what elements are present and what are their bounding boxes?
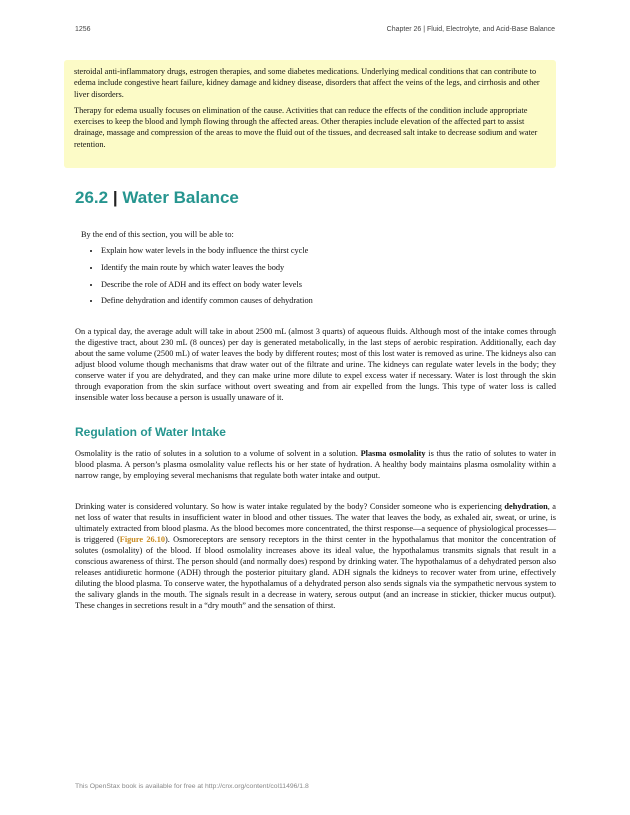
objective-item: • Identify the main route by which water leaves the body xyxy=(101,262,551,273)
section-heading xyxy=(75,187,239,209)
objectives-intro: By the end of this section, you will be able to: xyxy=(81,230,234,239)
page-footer: This OpenStax book is available for free at http://cnx.org/content/col11496/1.8 xyxy=(75,783,309,790)
running-header: Chapter 26 | Fluid, Electrolyte, and Acid-Base Balance xyxy=(386,26,555,33)
key-term: dehydration xyxy=(504,502,548,511)
figure-reference-link[interactable]: Figure 26.10 xyxy=(119,535,166,544)
paragraph-text: ). Osmoreceptors are sensory receptors in the thirst center in the hypothalamus that monitor the concentration of solutes (osmolality) of the blood. If blood osmolality increases above its ideal value, the hypothalamus transmits signals that result in a conscious awareness of thirst. The person should (and normally does) respond by drinking water. The hypothalamus of a dehydrated person also releases antidiuretic hormone (ADH) through the posterior pituitary gland. ADH signals the kidneys to recover water from urine, effectively diluting the blood plasma. To conserve water, the hypothalamus of a dehydrated person also sends signals via the sympathetic nervous system to the salivary glands in the mouth. The signals result in a decrease in watery, serous output (and an increase in stickier, thicker mucus output). These changes in secretions result in a “dry mouth” and the sensation of thirst. xyxy=(75,535,557,610)
objective-item: • Describe the role of ADH and its effect on body water levels xyxy=(101,279,551,290)
paragraph-text: , a net loss of water that results in insufficient water in blood and other tissues. The water that leaves the body, as exhaled air, sweat, or urine, is ultimately extracted from blood plasma. As the blood becomes more concentrated, the thirst response—a sequence of physiological processes—is triggered ( xyxy=(75,502,556,544)
callout-paragraph: steroidal anti-inflammatory drugs, estrogen therapies, and some diabetes medications. Underlying medical conditions that can contribute to edema include congestive heart failure, kidney damage and kidney disease, disorders that affect the veins of the legs, and cirrhosis and other liver disorders. xyxy=(74,67,540,99)
section-title: Water Balance xyxy=(122,188,239,207)
section-number: 26.2 xyxy=(75,188,109,207)
callout-paragraph: Therapy for edema usually focuses on elimination of the cause. Activities that can reduce the effects of the condition include appropriate exercises to keep the blood and lymph flowing through the affected areas. Other therapies include elevation of the affected part to assist drainage, massage and compression of the areas to move the fluid out of the tissues, and decreased salt intake to decrease sodium and water retention. xyxy=(74,105,538,149)
learning-objectives xyxy=(81,229,551,312)
page-number: 1256 xyxy=(75,26,91,33)
body-paragraph xyxy=(75,501,556,611)
objective-item: • Explain how water levels in the body influence the thirst cycle xyxy=(101,245,551,256)
edema-callout-box xyxy=(64,60,556,168)
objectives-list xyxy=(81,245,551,306)
objective-item: • Define dehydration and identify common causes of dehydration xyxy=(101,295,551,306)
body-paragraph xyxy=(75,448,556,481)
paragraph-text: Osmolality is the ratio of solutes in a solution to a volume of solvent in a solution. xyxy=(75,449,361,458)
key-term: Plasma osmolality xyxy=(360,449,426,458)
body-paragraph: On a typical day, the average adult will take in about 2500 mL (almost 3 quarts) of aqueous fluids. Although most of the intake comes through the digestive tract, about 230 mL (8 ounces) per day is generated metabolically, in the last steps of aerobic respiration. Additionally, each day about the same volume (2500 mL) of water leaves the body by different routes; most of this lost water is removed as urine. The kidneys also can adjust blood volume though mechanisms that draw water out of the filtrate and urine. The kidneys can regulate water levels in the body; they conserve water if you are dehydrated, and they can make urine more dilute to expel excess water if necessary. Water is lost through the skin through evaporation from the skin surface without overt sweating and from air expelled from the lungs. This type of water loss is called insensible water loss because a person is usually unaware of it. xyxy=(75,327,556,402)
paragraph-text: Drinking water is considered voluntary. So how is water intake regulated by the body? Consider someone who is experiencing xyxy=(75,502,505,511)
subsection-heading: Regulation of Water Intake xyxy=(75,425,226,439)
paragraph-text: is thus the ratio of solutes to water in blood plasma. A person’s plasma osmolality value reflects his or her state of hydration. A healthy body maintains plasma osmolality within a narrow range, by employing several mechanisms that regulate both water intake and output. xyxy=(75,449,557,480)
section-separator: | xyxy=(112,188,118,207)
